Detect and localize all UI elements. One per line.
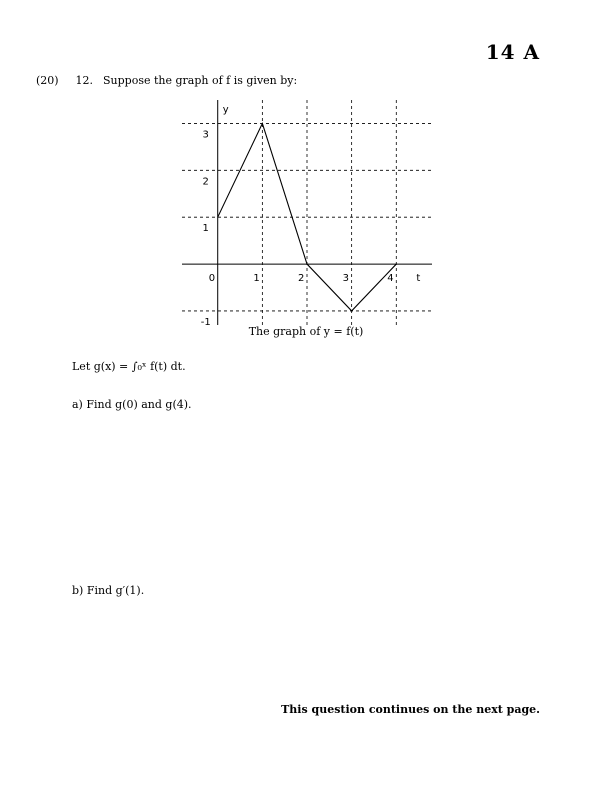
x-tick-label: 2 (298, 273, 305, 285)
graph-svg (182, 100, 432, 325)
part-b-prompt: b) Find g′(1). (72, 584, 145, 597)
y-tick-label: 1 (202, 223, 209, 235)
y-tick-label: 2 (202, 176, 209, 188)
x-axis-label: t (416, 273, 421, 285)
page-number: 14 A (485, 40, 540, 64)
definition-text: Let g(x) = ∫₀ˣ f(t) dt. (72, 360, 186, 373)
graph-caption: The graph of y = f(t) (248, 325, 364, 338)
question-points: (20) (36, 74, 59, 87)
continues-note: This question continues on the next page. (281, 703, 540, 716)
question-number: 12. (75, 74, 93, 87)
x-tick-label: 0 (208, 273, 216, 285)
function-graph (182, 100, 432, 329)
x-tick-label: 3 (342, 273, 350, 285)
x-tick-label: 1 (253, 273, 260, 285)
question-prompt: Suppose the graph of f is given by: (103, 74, 298, 87)
x-tick-label: 4 (387, 273, 394, 285)
y-tick-label: 3 (202, 129, 209, 141)
part-a-prompt: a) Find g(0) and g(4). (72, 398, 192, 411)
question-header (36, 74, 297, 87)
y-tick-label: -1 (200, 316, 211, 325)
y-axis-label: y (222, 104, 229, 116)
